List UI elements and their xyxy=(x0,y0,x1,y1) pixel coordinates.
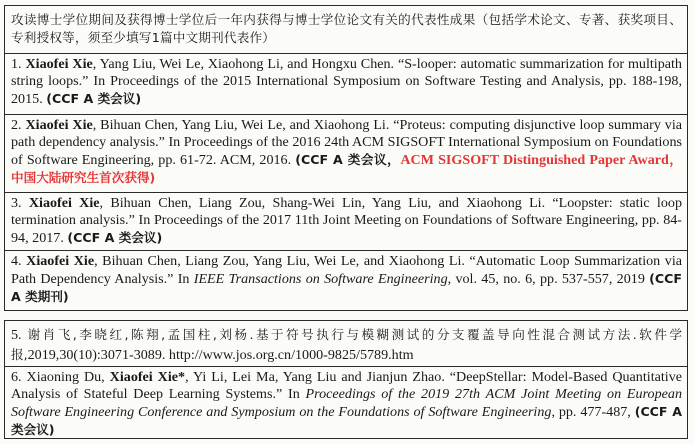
entry-author-bold: Xiaofei Xie xyxy=(25,117,93,133)
entry-text-after: , pp. 477-487, xyxy=(551,404,635,420)
entry-number: 1. xyxy=(11,56,22,72)
entry-author-bold: Xiaofei Xie xyxy=(25,56,93,72)
entry-text-cjk: 谢肖飞,李晓红,陈翔,孟国柱,刘杨.基于符号执行与模糊测试的分支覆盖导向性混合测试方法.软件学报, xyxy=(11,327,682,362)
entry-text: , Yi Li, Lei Ma, Yang Liu and Jianjun Zhao. “DeepStellar: Model-Based Quantitative Analysis of Stateful Deep Learning Systems.” In xyxy=(11,369,682,402)
entry-text-after: , vol. 45, no. 6, pp. 537-557, 2019 xyxy=(447,271,650,287)
entry-text: , Bihuan Chen, Yang Liu, Wei Le, and Xiaohong Li. “Proteus: computing disjunctive loop summary via path dependency analysis.” In Proceedings of the 2016 24th ACM SIGSOFT International Symposium on Foundations of Software Engineering, pp. 61-72. ACM, 2016. xyxy=(11,117,682,168)
entry-tag: (CCF A 类会议) xyxy=(67,230,163,245)
header-text: 攻读博士学位期间及获得博士学位后一年内获得与博士学位论文有关的代表性成果（包括学术论文、专著、获奖项目、专利授权等，须至少填写1篇中文期刊代表作） xyxy=(11,12,682,45)
entry-author-bold: Xiaofei Xie xyxy=(26,253,95,269)
entry-number: 3. xyxy=(11,195,22,211)
entry-venue: IEEE Transactions on Software Engineering xyxy=(193,271,448,287)
publication-entry-5 xyxy=(4,320,688,367)
publication-entry-1 xyxy=(4,53,688,115)
publication-entry-2 xyxy=(4,114,688,193)
header-cell xyxy=(4,5,688,54)
publication-entry-6 xyxy=(4,366,688,439)
entry-text: , Bihuan Chen, Liang Zou, Shang-Wei Lin, Yang Liu, and Xiaohong Li. “Loopster: static loop termination analysis.” In Proceedings of the 2017 11th Joint Meeting on Foundations of Software Engineering, pp. 84-94, 2017. xyxy=(11,195,682,246)
entry-author-bold: Xiaofei Xie xyxy=(28,195,100,211)
entry-text: 2019,30(10):3071-3089. http://www.jos.org.cn/1000-9825/5789.htm xyxy=(27,347,414,363)
publication-entry-3 xyxy=(4,192,688,251)
entry-tag: (CCF A 类会议， xyxy=(295,152,401,167)
publication-entry-4 xyxy=(4,250,688,311)
entry-tag: (CCF A 类会议) xyxy=(46,91,142,106)
entry-text: , Bihuan Chen, Liang Zou, Yang Liu, Wei Le, and Xiaohong Li. “Automatic Loop Summarization via Path Dependency Analysis.” In xyxy=(11,253,682,287)
entry-text: , Yang Liu, Wei Le, Xiaohong Li, and Hongxu Chen. “S-looper: automatic summarization for multipath string loops.” In Proceedings of the 2015 International Symposium on Software Testing and Analysis, pp. 188-198, 2015. xyxy=(11,56,682,107)
entry-venue: Proceedings of the 2019 27th ACM Joint Meeting on European Software Engineering Conference and Symposium on the Foundations of Software Engineering xyxy=(11,386,682,420)
entry-tag: (CCF A 类会议) xyxy=(11,404,683,437)
entry-text-before: Xiaoning Du, xyxy=(26,369,110,385)
award-text: ACM SIGSOFT Distinguished Paper Award xyxy=(400,152,669,168)
entry-number: 2. xyxy=(11,117,22,133)
entry-number: 6. xyxy=(11,369,22,385)
entry-number: 4. xyxy=(11,253,22,269)
award-suffix: ，中国大陆研究生首次获得) xyxy=(11,152,682,185)
entry-tag: (CCF A 类期刊) xyxy=(11,271,682,304)
entry-number: 5. xyxy=(11,327,22,343)
entry-author-bold: Xiaofei Xie* xyxy=(109,369,186,385)
